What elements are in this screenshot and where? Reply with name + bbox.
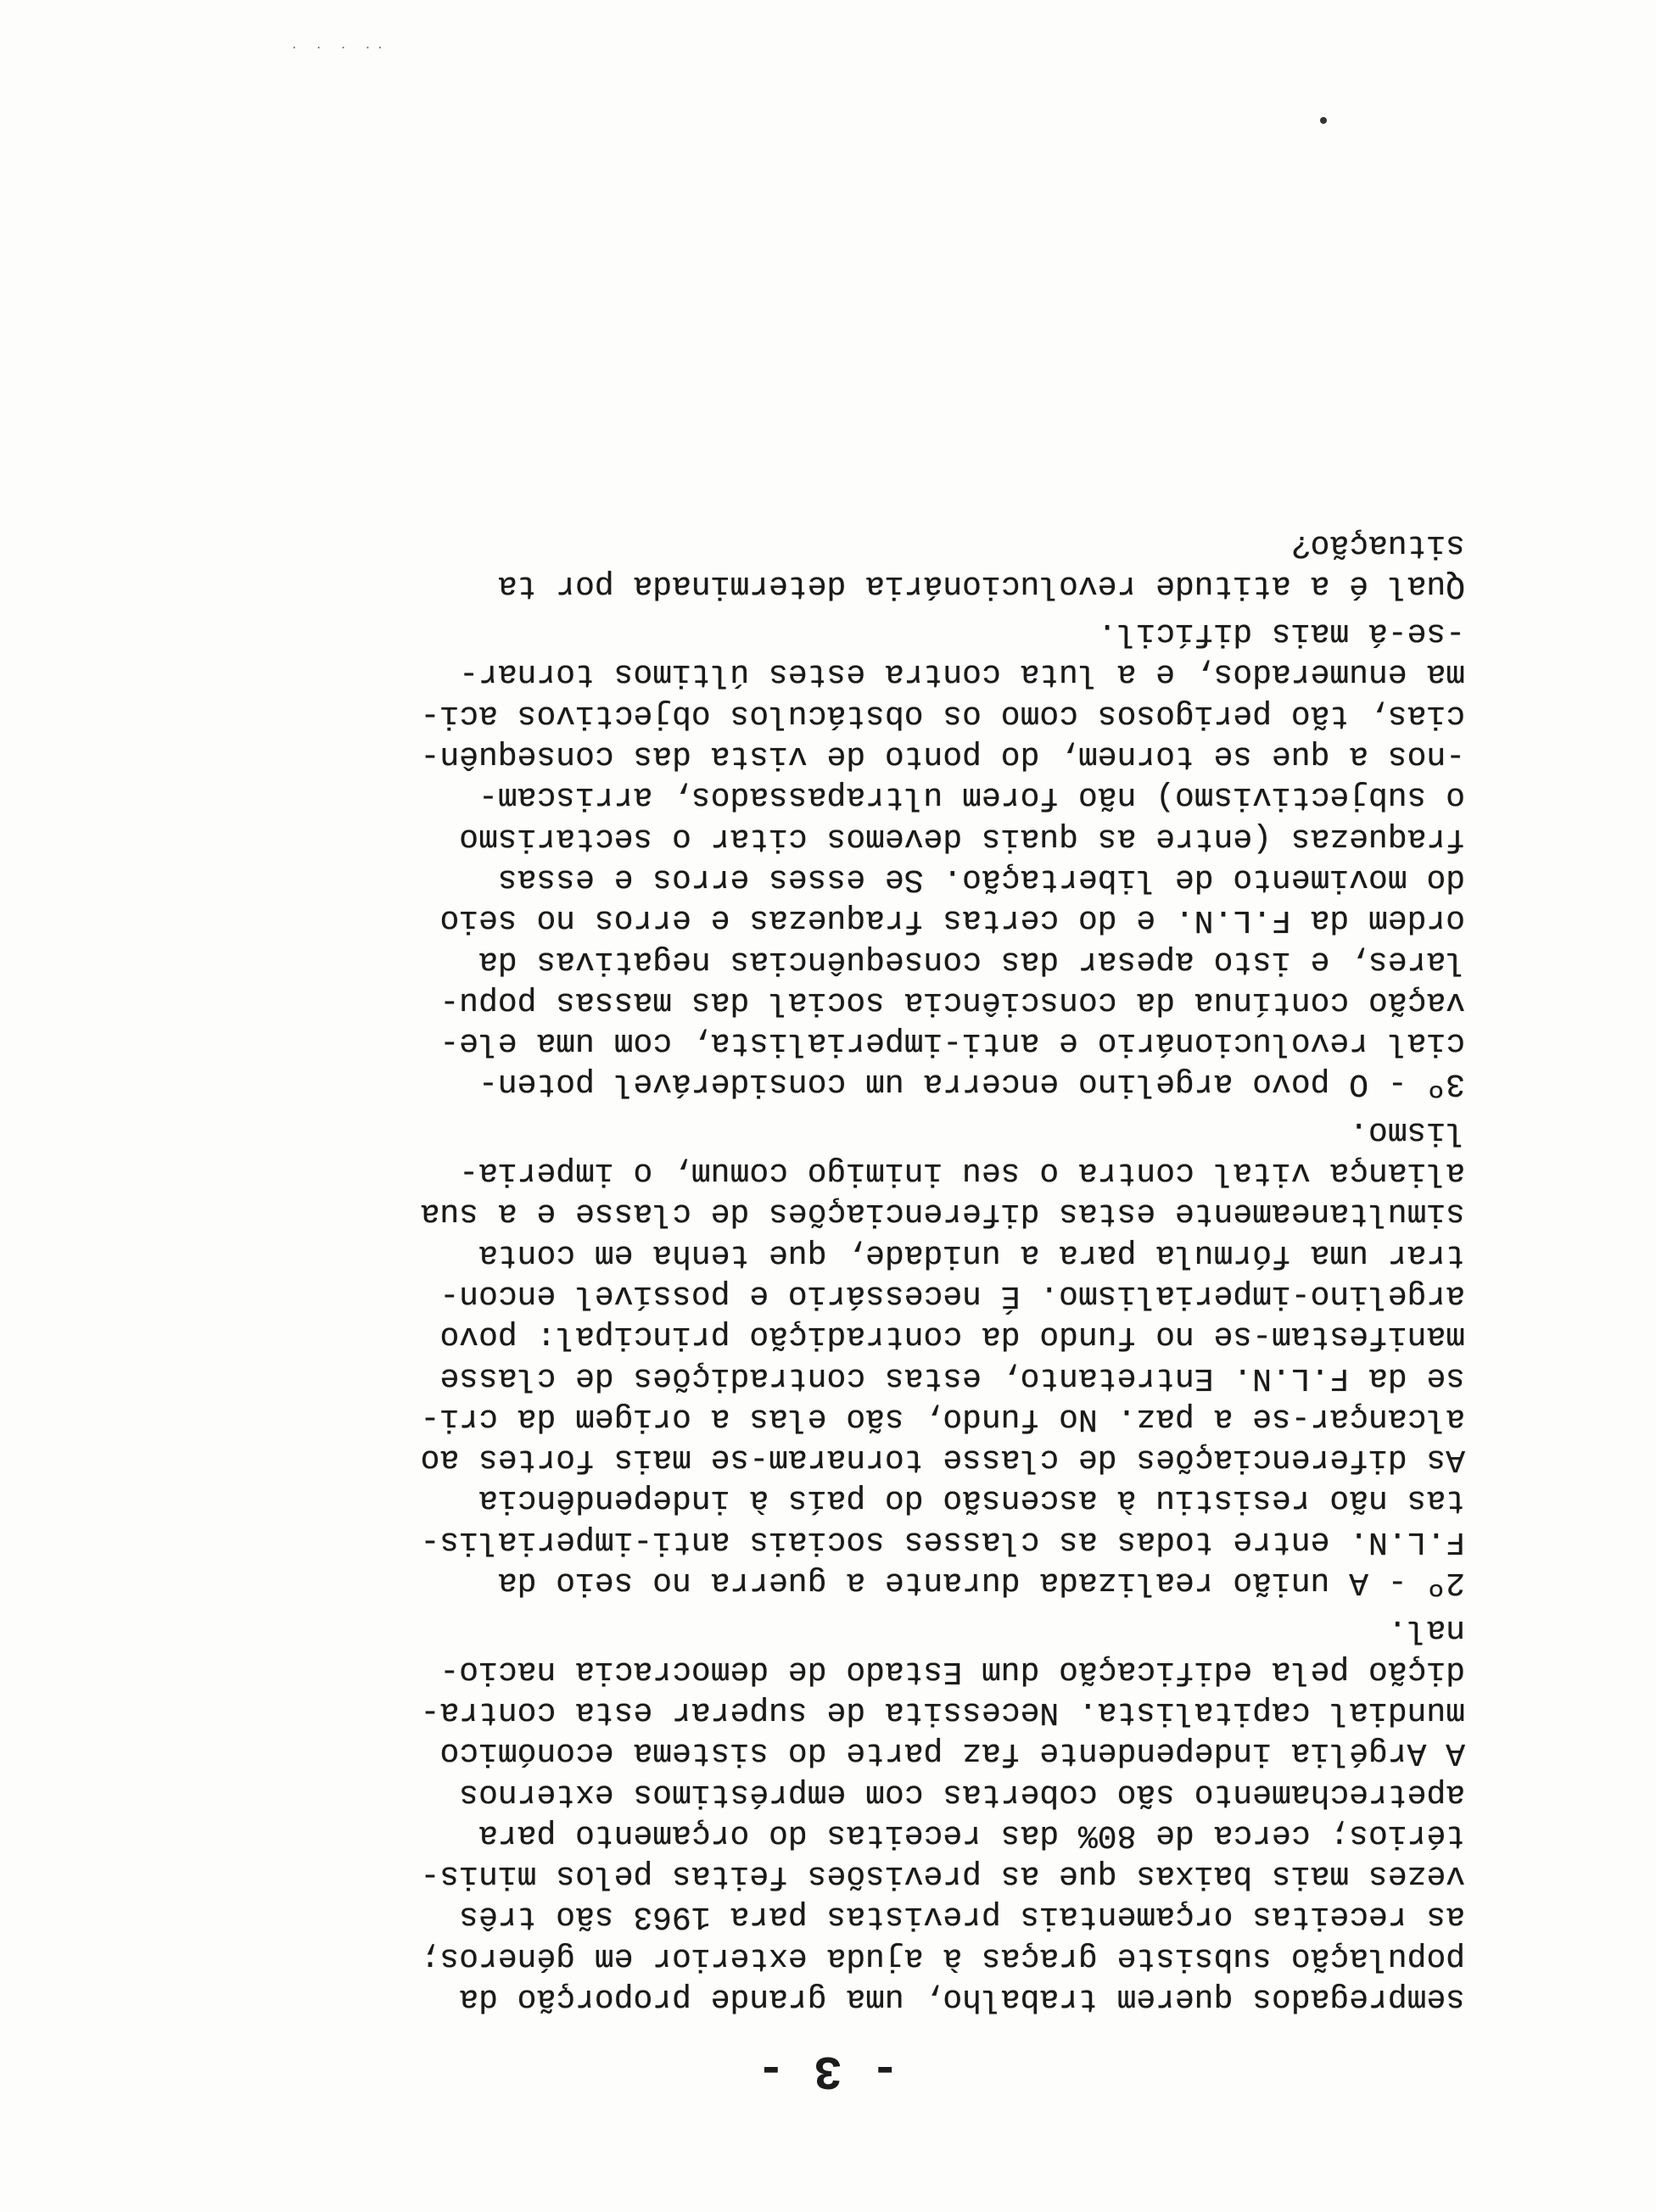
paragraph-gap: [142, 1602, 1465, 1609]
text-line: térios; cerca de 80% das receitas do orçamento para: [478, 1816, 1465, 1853]
text-line: -se-á mais difícil.: [1097, 615, 1465, 652]
text-line: nal.: [1387, 1612, 1465, 1649]
text-line: situação?: [1290, 526, 1465, 563]
text-line: dição pela edificação dum Estado de democracia nacio-: [439, 1652, 1465, 1690]
text-line: A Argélia independente faz parte do sistema económico: [439, 1734, 1465, 1772]
text-line: cial revolucionário e anti-imperialista, com uma ele-: [439, 1025, 1465, 1062]
text-line: lares, e isto apesar das consequências negativas da: [478, 942, 1465, 980]
paragraph-gap: [142, 1103, 1465, 1110]
text-line: manifestam-se no fundo da contradição principal: povo: [439, 1318, 1465, 1355]
text-line: tas não resistiu à ascensão do país à independência: [478, 1482, 1465, 1519]
text-line: Qual é a atitude revolucionária determinada por ta: [497, 567, 1465, 604]
text-line: -nos a que se tornem, do ponto de vista das consequên-: [420, 738, 1465, 775]
text-line: cias, tão perigosos como os obstáculos objectivos aci-: [420, 696, 1465, 734]
text-line: 2º - A união realizada durante a guerra no seio da: [497, 1564, 1465, 1601]
text-line: As diferenciações de classe tornaram-se mais fortes ao: [420, 1441, 1465, 1478]
scan-noise: ·· · · ·: [285, 40, 383, 53]
text-line: vezes mais baixas que as previsões feitas pelos minis-: [420, 1857, 1465, 1895]
text-line: se da F.L.N. Entretanto, estas contradições de classe: [439, 1359, 1465, 1396]
text-line: 3º - O povo argelino encerra um considerável poten-: [478, 1065, 1465, 1103]
text-line: o subjectivismo) não forem ultrapassados, arriscam-: [478, 779, 1465, 816]
text-line: ma enumerados, e a luta contra estes últimos tornar-: [459, 656, 1465, 693]
text-line: ordem da F.L.N. e do certas fraquezas e erros no seio: [439, 902, 1465, 939]
page-number: - 3 -: [756, 2043, 900, 2097]
text-line: população subsiste graças à ajuda exterior em géneros;: [420, 1939, 1465, 1976]
text-line: mundial capitalista. Necessita de superar esta contra-: [420, 1693, 1465, 1730]
text-line: simultaneamente estas diferenciações de classe e a sua: [420, 1195, 1465, 1232]
text-line: vação contínua da consciência social das massas popu-: [439, 983, 1465, 1020]
text-line: as receitas orçamentais previstas para 1963 são três: [459, 1898, 1465, 1936]
text-line: lismo.: [1349, 1113, 1465, 1150]
text-line: apetrechamento são cobertas com empréstimos externos: [459, 1775, 1465, 1813]
text-line: do movimento de libertação. Se esses erros e essas: [497, 860, 1465, 897]
paragraph-gap: [142, 606, 1465, 612]
text-line: F.L.N. entre todas as classes sociais anti-imperialis-: [420, 1522, 1465, 1560]
text-line: trar uma fórmula para a unidade, que tenha em conta: [478, 1236, 1465, 1273]
typewritten-text-body: [142, 523, 1465, 2019]
text-line: argelino-imperialismo. É necessário e possível encon-: [439, 1276, 1465, 1314]
text-line: fraquezas (entre as quais devemos citar o sectarismo: [459, 819, 1465, 857]
text-line: alcançar-se a paz. No fundo, são elas a origem da cri-: [420, 1399, 1465, 1437]
scan-speck: [1320, 117, 1327, 124]
text-line: aliança vital contra o seu inimigo comum, o imperia-: [459, 1154, 1465, 1192]
text-line: sempregados querem trabalho, uma grande proporção da: [459, 1980, 1465, 2017]
